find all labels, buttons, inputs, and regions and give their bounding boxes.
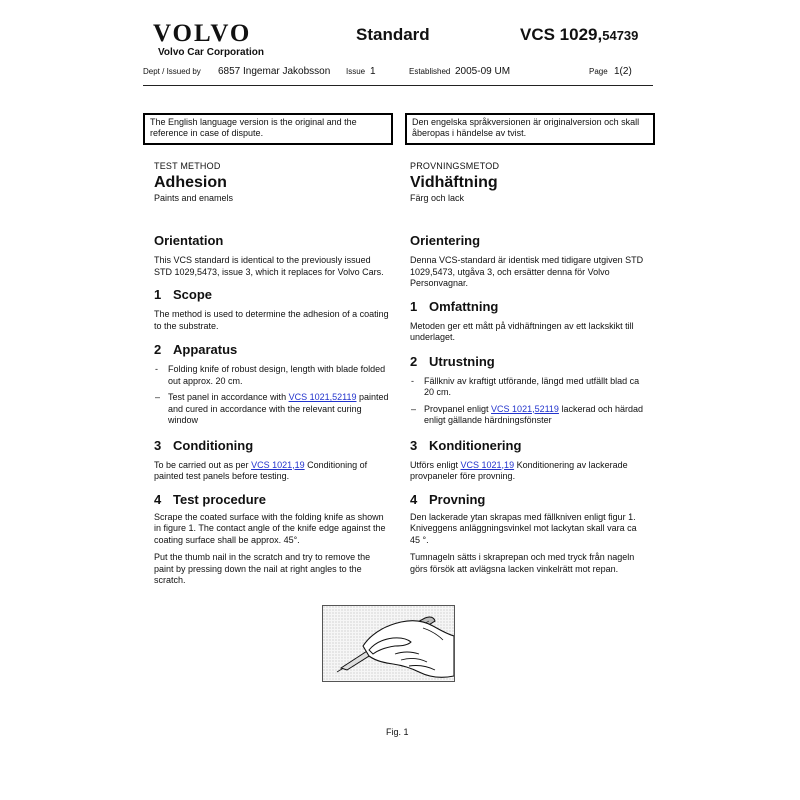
procedure-text-2: Put the thumb nail in the scratch and try to remove the paint by pressing down the nail at right angles to the scratch. — [154, 552, 371, 585]
conditioning-number-sv: 3 — [410, 437, 418, 453]
scope-text-sv: Metoden ger ett mått på vidhäftningen av ett lackskikt till underlaget. — [410, 320, 634, 342]
scope-title-sv: Omfattning — [429, 298, 499, 314]
document-title: Adhesion — [154, 174, 227, 191]
apparatus-item-panel-sv — [410, 404, 646, 427]
conditioning-heading-sv — [410, 438, 646, 454]
apparatus-number-sv: 2 — [410, 353, 418, 369]
established-value: 2005-09 UM — [455, 66, 511, 77]
scope-heading-sv — [410, 299, 646, 315]
conditioning-title: Conditioning — [173, 437, 254, 453]
conditioning-post-sv: Konditionering av lackerade provpaneler före provning. — [410, 459, 628, 481]
scope-number-sv: 1 — [410, 298, 418, 314]
document-subtitle: Paints and enamels — [154, 193, 234, 203]
conditioning-heading — [154, 438, 390, 454]
page-value: 1(2) — [614, 66, 632, 77]
conditioning-pre-sv: Utförs enligt — [410, 459, 461, 470]
apparatus-item-knife-text: Folding knife of robust design, length with blade folded out approx. 20 cm. — [168, 364, 386, 386]
vcs-1021-19-link-sv[interactable]: VCS 1021,19 — [460, 459, 515, 470]
conditioning-post: Conditioning of painted test panels before testing. — [154, 459, 368, 481]
list-dash: – — [155, 392, 161, 402]
orientation-heading: Orientation — [154, 233, 224, 248]
issue-label: Issue — [346, 67, 366, 76]
conditioning-text — [154, 460, 390, 483]
apparatus-heading-sv — [410, 354, 646, 370]
document-type: Standard — [356, 25, 430, 44]
established-label: Established — [409, 67, 451, 76]
vcs-1021-19-link[interactable]: VCS 1021,19 — [251, 459, 305, 470]
vcs-1021-52119-link-sv[interactable]: VCS 1021,52119 — [491, 403, 559, 414]
apparatus-item-panel — [154, 392, 390, 427]
standard-number-main: VCS 1029, — [520, 25, 603, 44]
conditioning-title-sv: Konditionering — [429, 437, 522, 453]
header-divider — [143, 85, 653, 86]
swedish-column — [410, 161, 646, 575]
procedure-text-2-sv: Tumnageln sätts i skraprepan och med tryck från nageln görs försök att avlägsna lacken vinkelrätt mot repan. — [410, 552, 635, 574]
procedure-heading-sv — [410, 492, 646, 508]
apparatus-item-panel-pre: Test panel in accordance with — [168, 392, 289, 402]
procedure-number: 4 — [154, 491, 162, 507]
apparatus-number: 2 — [154, 342, 162, 357]
apparatus-title-sv: Utrustning — [429, 353, 495, 369]
document-title-sv: Vidhäftning — [410, 174, 498, 191]
notice-box-sv: Den engelska språkversionen är originalversion och skall åberopas i händelse av tvist. — [405, 113, 655, 145]
page-label: Page — [589, 67, 608, 76]
list-dash: - — [411, 375, 414, 386]
scope-heading — [154, 287, 390, 303]
procedure-title: Test procedure — [173, 491, 266, 507]
figure-caption: Fig. 1 — [386, 727, 409, 737]
procedure-heading — [154, 492, 390, 508]
orientation-heading-sv: Orientering — [410, 233, 481, 248]
procedure-number-sv: 4 — [410, 491, 418, 507]
apparatus-item-knife-sv — [410, 376, 646, 399]
apparatus-heading — [154, 342, 390, 358]
procedure-text-1-sv: Den lackerade ytan skrapas med fällkniven enligt figur 1. Kniveggens anläggningsvinkel mot lackytan skall vara ca 45 °. — [410, 511, 637, 545]
apparatus-item-knife-text-sv: Fällkniv av kraftigt utförande, längd med utfällt blad ca 20 cm. — [424, 375, 640, 397]
standard-number — [520, 25, 638, 45]
scope-number: 1 — [154, 287, 162, 302]
scope-title: Scope — [173, 287, 213, 302]
method-label-sv: PROVNINGSMETOD — [410, 161, 500, 171]
figure-1-frame — [322, 605, 455, 682]
procedure-text-1: Scrape the coated surface with the folding knife as shown in figure 1. The contact angle of the knife edge against the coating surface shall be approx. 45°. — [154, 511, 386, 545]
apparatus-item-panel-pre-sv: Provpanel enligt — [424, 403, 492, 414]
vcs-1021-52119-link[interactable]: VCS 1021,52119 — [288, 392, 357, 402]
apparatus-title: Apparatus — [173, 342, 238, 357]
list-dash: – — [411, 403, 417, 414]
notice-box-en: The English language version is the original and the reference in case of dispute. — [143, 113, 393, 145]
conditioning-text-sv — [410, 460, 646, 483]
apparatus-item-panel-post-sv: lackerad och härdad enligt gällande härdningsfönster — [424, 403, 643, 425]
conditioning-number: 3 — [154, 437, 162, 453]
corporation-name: Volvo Car Corporation — [158, 47, 264, 58]
english-column — [154, 161, 390, 587]
list-dash: - — [155, 364, 158, 374]
conditioning-pre: To be carried out as per — [154, 459, 252, 470]
dept-label: Dept / Issued by — [143, 67, 201, 76]
issue-value: 1 — [370, 66, 376, 77]
method-label: TEST METHOD — [154, 161, 221, 171]
standard-number-sub: 54739 — [602, 28, 639, 43]
document-subtitle-sv: Färg och lack — [410, 193, 465, 203]
orientation-text: This VCS standard is identical to the previously issued STD 1029,5473, issue 3, which it replaces for Volvo Cars. — [154, 255, 384, 277]
volvo-logo: VOLVO — [153, 20, 252, 47]
dept-value: 6857 Ingemar Jakobsson — [218, 66, 331, 77]
scope-text: The method is used to determine the adhesion of a coating to the substrate. — [154, 309, 389, 331]
hand-holding-knife-illustration — [323, 606, 454, 681]
apparatus-item-panel-post: painted and cured in accordance with the relevant curing window — [168, 392, 389, 425]
apparatus-item-knife — [154, 364, 390, 387]
procedure-title-sv: Provning — [429, 491, 486, 507]
orientation-text-sv: Denna VCS-standard är identisk med tidigare utgiven STD 1029,5473, utgåva 3, och ersätter denna för Volvo Personvagnar. — [410, 255, 644, 288]
